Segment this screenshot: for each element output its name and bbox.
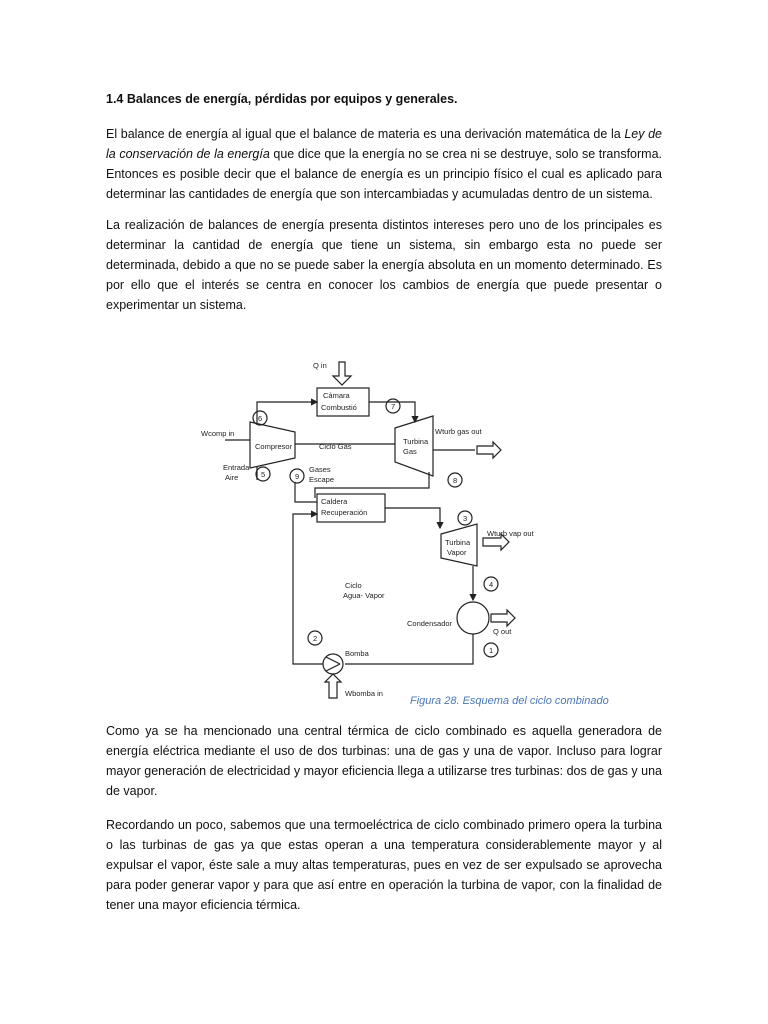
- node-7: 7: [391, 402, 396, 411]
- label-condensador: Condensador: [407, 619, 453, 628]
- label-turbina-gas: Turbina: [403, 437, 429, 446]
- diagram-svg: [195, 352, 534, 712]
- paragraph-text: que dice que la energía no se crea ni se destruye, solo se transforma. Entonces es posible decir que el balance de energía es un principio físico el cual es aplicado para determinar las cantidades de energía que son intercambiadas y acumuladas dentro de un sistema.: [106, 147, 662, 201]
- label-gases: Gases: [309, 465, 331, 474]
- q-out-arrow: [491, 610, 515, 626]
- paragraph-energy-balance: [106, 124, 662, 204]
- label-aire: Aire: [225, 473, 239, 482]
- paragraph-operation: Recordando un poco, sabemos que una termoeléctrica de ciclo combinado primero opera la turbina o las turbinas de gas ya que estas operan a una temperatura considerablemente mayor y al expulsar el vapor, éste sale a muy altas temperaturas, pues en vez de ser expulsado se aprovecha para poder generar vapor y para que así entre en operación la turbina de vapor, con la finalidad de tener una mayor eficiencia térmica.: [106, 818, 662, 912]
- label-entrada: Entrada: [223, 463, 250, 472]
- label-wturb-vap-out: Wturb vap out: [487, 529, 534, 538]
- paragraph-text: El balance de energía al igual que el balance de materia es una derivación matemática de la: [106, 127, 625, 141]
- paragraph-combined-cycle: Como ya se ha mencionado una central térmica de ciclo combinado es aquella generadora de energía eléctrica mediante el uso de dos turbinas: una de gas y una de vapor. Incluso para lograr mayor generación de electricidad y mayor eficiencia llega a utilizarse tres turbinas: dos de gas y una de vapor.: [106, 724, 662, 798]
- label-wturb-gas-out: Wturb gas out: [435, 427, 482, 436]
- combined-cycle-diagram: [195, 352, 534, 712]
- label-agua-vapor: Agua- Vapor: [343, 591, 385, 600]
- condenser: [457, 602, 489, 634]
- node-6: 6: [258, 414, 263, 423]
- label-caldera: Caldera: [321, 497, 348, 506]
- node-9: 9: [295, 472, 300, 481]
- label-turbina-gas-2: Gas: [403, 447, 417, 456]
- label-turbina-vapor: Turbina: [445, 538, 471, 547]
- label-ciclo: Ciclo: [345, 581, 362, 590]
- label-combustion: Combustió: [321, 403, 357, 412]
- node-1: 1: [489, 646, 494, 655]
- label-ciclo-gas: Ciclo Gas: [319, 442, 352, 451]
- label-camara: Cámara: [323, 391, 350, 400]
- label-compresor: Compresor: [255, 442, 293, 451]
- q-in-arrow: [333, 362, 351, 385]
- label-recuperacion: Recuperación: [321, 508, 368, 517]
- node-3: 3: [463, 514, 468, 523]
- label-q-in: Q in: [313, 361, 327, 370]
- label-bomba: Bomba: [345, 649, 369, 658]
- paragraph-energy-interest: La realización de balances de energía presenta distintos intereses pero uno de los principales es determinar la cantidad de energía que tiene un sistema, sin embargo esta no puede ser determinada, debido a que no se puede saber la energía absoluta en un momento determinado. Es por ello que el interés se centra en conocer los cambios de energía que puede presentar o experimentar un sistema.: [106, 218, 662, 312]
- node-2: 2: [313, 634, 318, 643]
- label-wbomba-in: Wbomba in: [345, 689, 383, 698]
- figure-caption: Figura 28. Esquema del ciclo combinado: [410, 695, 609, 707]
- label-wcomp-in: Wcomp in: [201, 429, 235, 438]
- node-8: 8: [453, 476, 458, 485]
- law-reference: Ley de la conservación de la energía: [106, 127, 663, 161]
- label-escape: Escape: [309, 475, 335, 484]
- node-5: 5: [261, 470, 266, 479]
- wturb-gas-out-arrow: [477, 442, 501, 458]
- section-heading: 1.4 Balances de energía, pérdidas por equipos y generales.: [106, 92, 458, 106]
- label-vapor: Vapor: [447, 548, 467, 557]
- node-4: 4: [489, 580, 494, 589]
- wbomba-in-arrow: [325, 674, 341, 698]
- label-q-out: Q out: [493, 627, 512, 636]
- gas-turbine: [395, 416, 433, 476]
